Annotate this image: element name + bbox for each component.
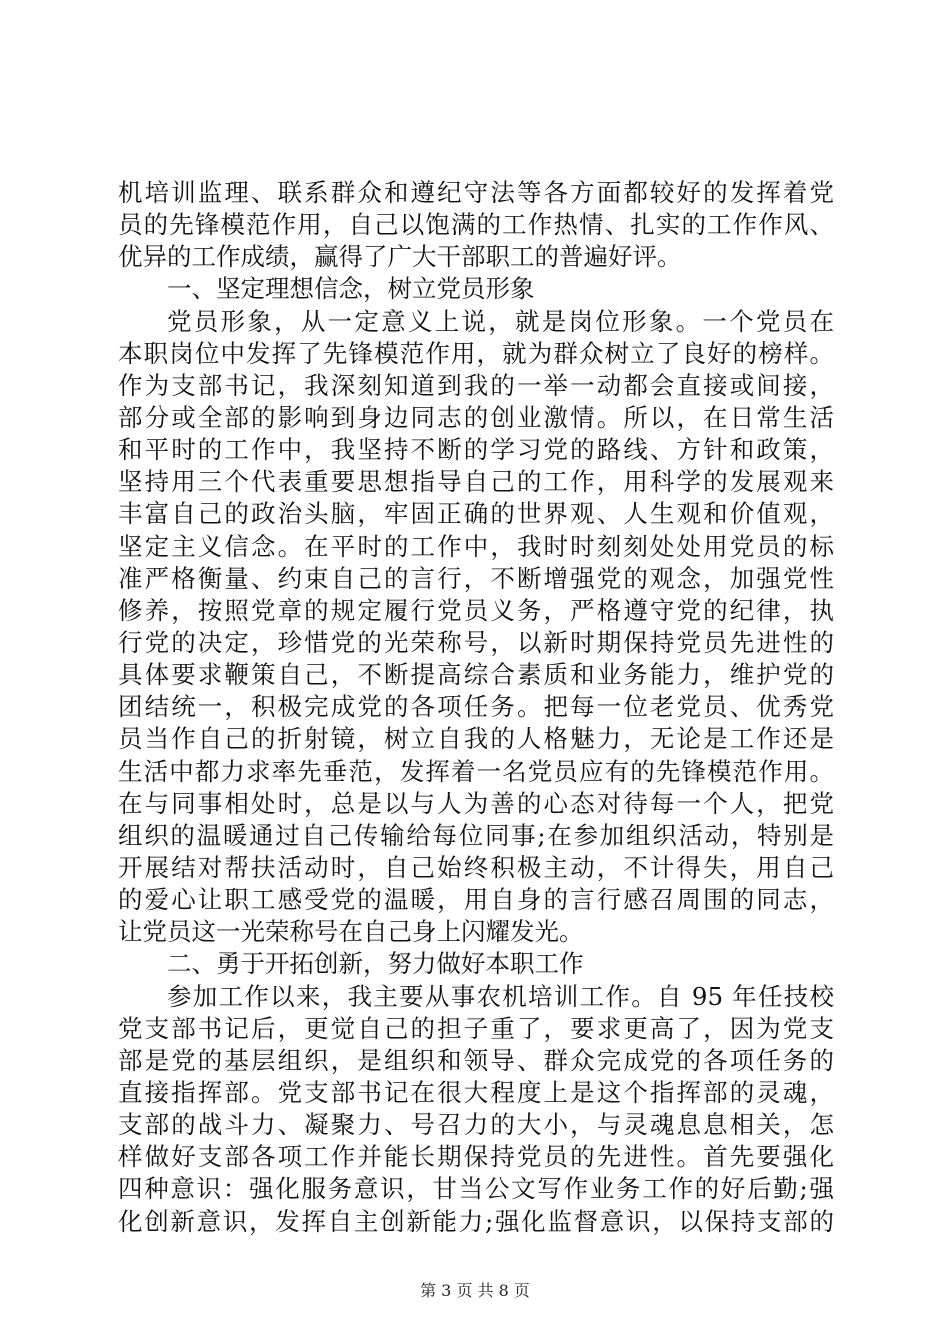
text-line: 让党员这一光荣称号在自己身上闪耀发光。	[118, 917, 584, 947]
text-line: 修养，按照党章的规定履行党员义务，严格遵守党的纪律，执	[118, 595, 834, 625]
text-line: 机培训监理、联系群众和遵纪守法等各方面都较好的发挥着党	[118, 178, 834, 207]
text-line: 团结统一，积极完成党的各项任务。把每一位老党员、优秀党	[118, 692, 834, 722]
text-line: 的爱心让职工感受党的温暖，用自身的言行感召周围的同志，	[118, 885, 834, 915]
text-line: 组织的温暖通过自己传输给每位同事;在参加组织活动，特别是	[118, 820, 834, 850]
text-line: 坚定主义信念。在平时的工作中，我时时刻刻处处用党员的标	[118, 531, 834, 561]
text-line: 党支部书记后，更觉自己的担子重了，要求更高了，因为党支	[118, 1013, 834, 1043]
text-line: 四种意识：强化服务意识，甘当公文写作业务工作的好后勤;强	[118, 1174, 834, 1204]
text-line: 员的先锋模范作用，自己以饱满的工作热情、扎实的工作作风、	[118, 210, 834, 240]
text-line: 部分或全部的影响到身边同志的创业激情。所以，在日常生活	[118, 402, 834, 432]
text-line: 和平时的工作中，我坚持不断的学习党的路线、方针和政策，	[118, 435, 834, 465]
text-line: 部是党的基层组织，是组织和领导、群众完成党的各项任务的	[118, 1045, 834, 1075]
text-line: 准严格衡量、约束自己的言行，不断增强党的观念，加强党性	[118, 563, 834, 593]
text-line: 员当作自己的折射镜，树立自我的人格魅力，无论是工作还是	[118, 724, 834, 754]
text-line: 丰富自己的政治头脑，牢固正确的世界观、人生观和价值观，	[118, 499, 834, 529]
text-line: 坚持用三个代表重要思想指导自己的工作，用科学的发展观来	[118, 467, 834, 497]
text-line: 生活中都力求率先垂范，发挥着一名党员应有的先锋模范作用。	[118, 756, 834, 786]
text-line: 行党的决定，珍惜党的光荣称号，以新时期保持党员先进性的	[118, 627, 834, 657]
text-line: 直接指挥部。党支部书记在很大程度上是这个指挥部的灵魂，	[118, 1077, 834, 1107]
document-body	[118, 177, 834, 1238]
text-line: 化创新意识，发挥自主创新能力;强化监督意识，以保持支部的	[118, 1206, 834, 1236]
text-line: 本职岗位中发挥了先锋模范作用，就为群众树立了良好的榜样。	[118, 338, 834, 368]
text-line: 支部的战斗力、凝聚力、号召力的大小，与灵魂息息相关，怎	[118, 1110, 834, 1140]
text-line: 开展结对帮扶活动时，自己始终积极主动，不计得失，用自己	[118, 852, 834, 882]
text-line: 参加工作以来，我主要从事农机培训工作。自 95 年任技校	[167, 981, 834, 1011]
text-line: 二、勇于开拓创新，努力做好本职工作	[167, 949, 584, 979]
text-line: 优异的工作成绩，赢得了广大干部职工的普遍好评。	[118, 242, 682, 272]
text-line: 党员形象，从一定意义上说，就是岗位形象。一个党员在	[167, 306, 834, 336]
text-line: 具体要求鞭策自己，不断提高综合素质和业务能力，维护党的	[118, 660, 834, 690]
text-line: 一、坚定理想信念，树立党员形象	[167, 274, 535, 304]
text-line: 在与同事相处时，总是以与人为善的心态对待每一个人，把党	[118, 788, 834, 818]
text-line: 样做好支部各项工作并能长期保持党员的先进性。首先要强化	[118, 1142, 834, 1172]
page-number-footer: 第 3 页 共 8 页	[420, 1281, 530, 1300]
text-line: 作为支部书记，我深刻知道到我的一举一动都会直接或间接，	[118, 370, 834, 400]
